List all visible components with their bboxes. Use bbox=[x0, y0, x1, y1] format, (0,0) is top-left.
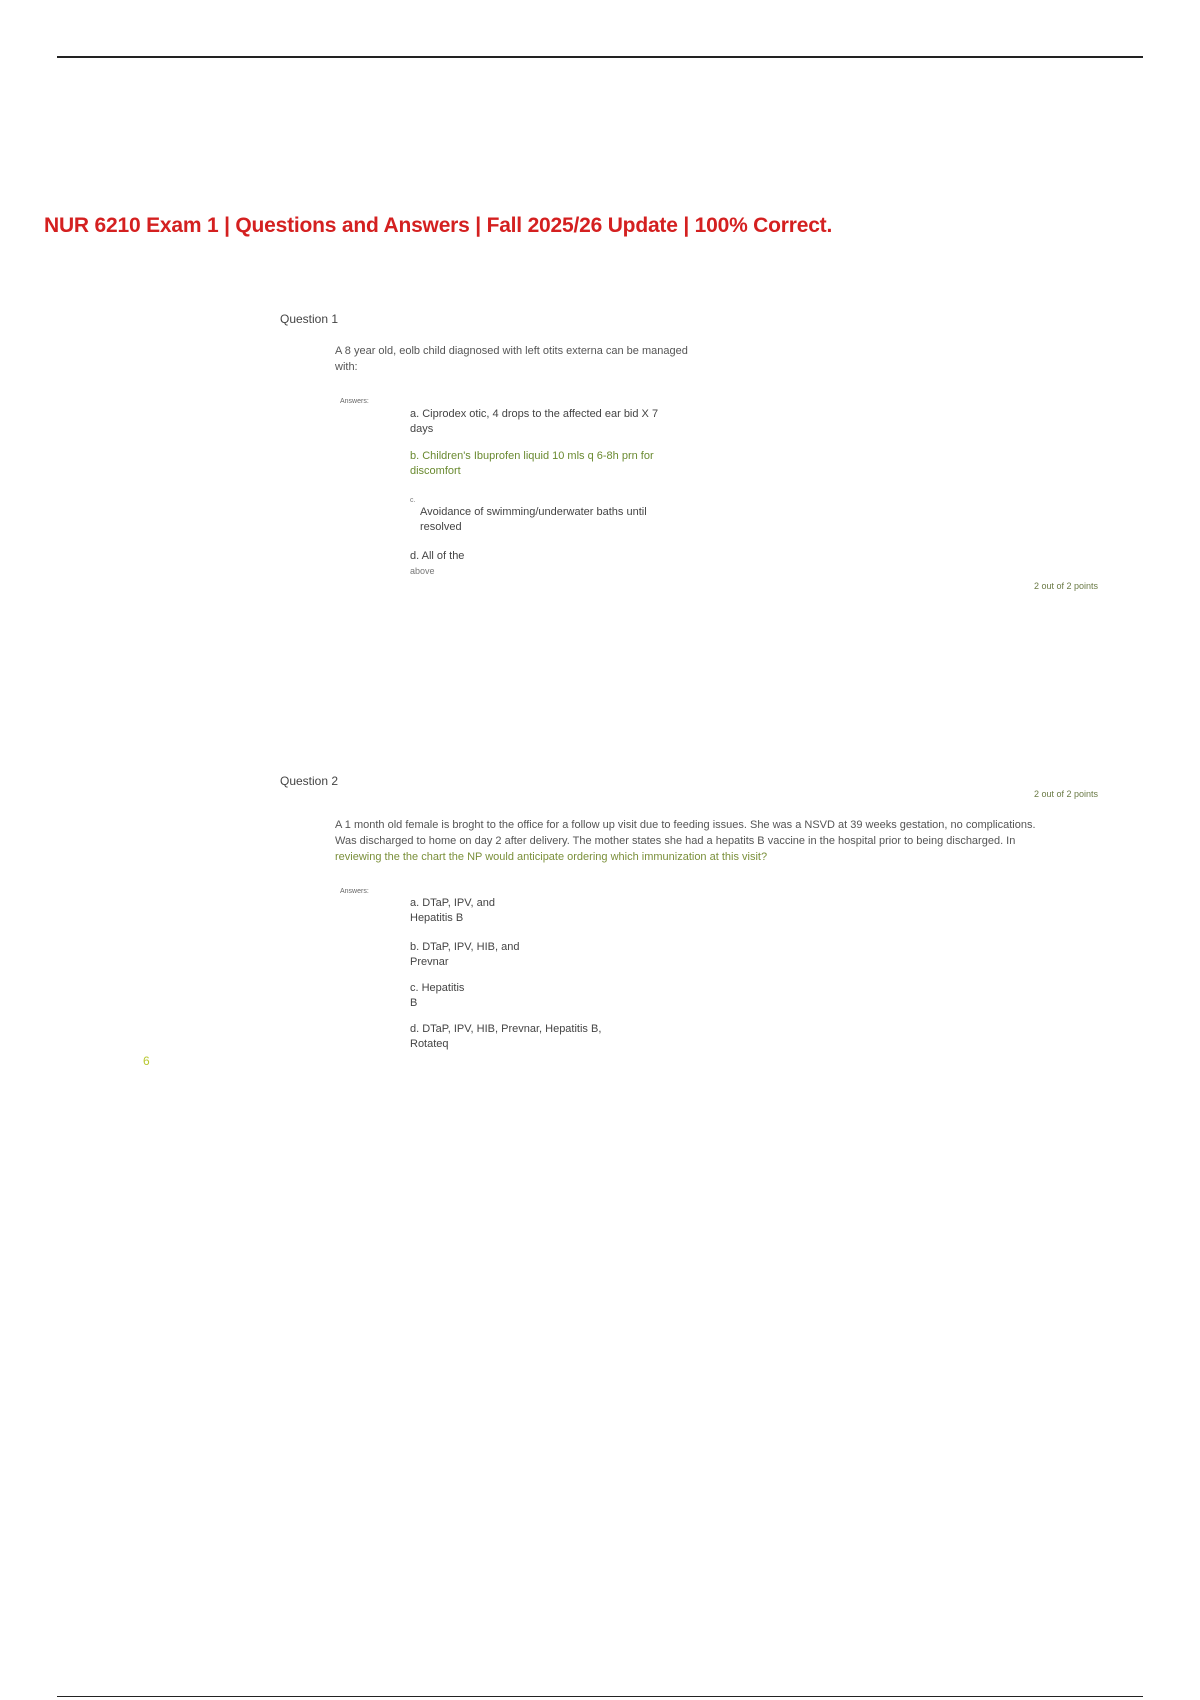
question-1-answer-d bbox=[410, 549, 464, 579]
question-1-answer-a bbox=[410, 407, 658, 437]
answer-line: a. Ciprodex otic, 4 drops to the affected ear bid X 7 bbox=[410, 408, 659, 420]
answer-line: resolved bbox=[420, 521, 462, 533]
question-2-points: 2 out of 2 points bbox=[1033, 789, 1098, 799]
question-1-text-line: A 8 year old, eolb child diagnosed with left otits externa can be managed bbox=[335, 345, 688, 357]
answer-line: c. Hepatitis bbox=[410, 982, 465, 994]
question-2-answer-c bbox=[410, 981, 464, 1011]
question-2-answer-a bbox=[410, 896, 495, 926]
header-rule bbox=[57, 56, 1143, 58]
question-2-answer-d bbox=[410, 1022, 601, 1052]
answer-line: Hepatitis B bbox=[410, 912, 464, 924]
answer-line: Avoidance of swimming/underwater baths until bbox=[420, 506, 647, 518]
answer-line: b. Children's Ibuprofen liquid 10 mls q 6-8h prn for bbox=[410, 450, 654, 462]
answer-line: B bbox=[410, 997, 418, 1009]
question-2-label: Question 2 bbox=[280, 774, 339, 788]
answer-line: b. DTaP, IPV, HIB, and bbox=[410, 941, 520, 953]
footer-rule bbox=[57, 1696, 1143, 1697]
answer-line: d. DTaP, IPV, HIB, Prevnar, Hepatitis B, bbox=[410, 1023, 602, 1035]
question-1-text bbox=[335, 343, 688, 375]
answer-line: a. DTaP, IPV, and bbox=[410, 897, 496, 909]
document-title: NUR 6210 Exam 1 | Questions and Answers | Fall 2025/26 Update | 100% Correct. bbox=[44, 214, 833, 237]
question-1-points: 2 out of 2 points bbox=[1033, 581, 1098, 591]
question-1-answer-b bbox=[410, 449, 654, 479]
question-2-text-line: A 1 month old female is broght to the office for a follow up visit due to feeding issues. She was a NSVD at 39 weeks gestation, no complications. bbox=[335, 819, 1036, 831]
answer-line: discomfort bbox=[410, 465, 461, 477]
question-2-answers-label: Answers: bbox=[340, 888, 369, 895]
question-1-answer-c bbox=[410, 496, 647, 535]
answer-line: above bbox=[410, 566, 435, 576]
question-2-text-line: reviewing the the chart the NP would anticipate ordering which immunization at this visit? bbox=[335, 851, 768, 863]
answer-line: d. All of the bbox=[410, 550, 465, 562]
answer-line: Prevnar bbox=[410, 956, 449, 968]
question-2-text bbox=[335, 817, 1036, 865]
page-number: 6 bbox=[143, 1054, 150, 1068]
answer-line: Rotateq bbox=[410, 1038, 449, 1050]
answer-prefix: c. bbox=[410, 497, 416, 504]
question-1-answers-label: Answers: bbox=[340, 398, 369, 405]
question-2-text-line: Was discharged to home on day 2 after delivery. The mother states she had a hepatits B vaccine in the hospital prior to being discharged. In bbox=[335, 835, 1016, 847]
question-2-answer-b bbox=[410, 940, 519, 970]
question-1-text-line: with: bbox=[335, 361, 358, 373]
question-1-label: Question 1 bbox=[280, 312, 339, 326]
answer-line: days bbox=[410, 423, 434, 435]
